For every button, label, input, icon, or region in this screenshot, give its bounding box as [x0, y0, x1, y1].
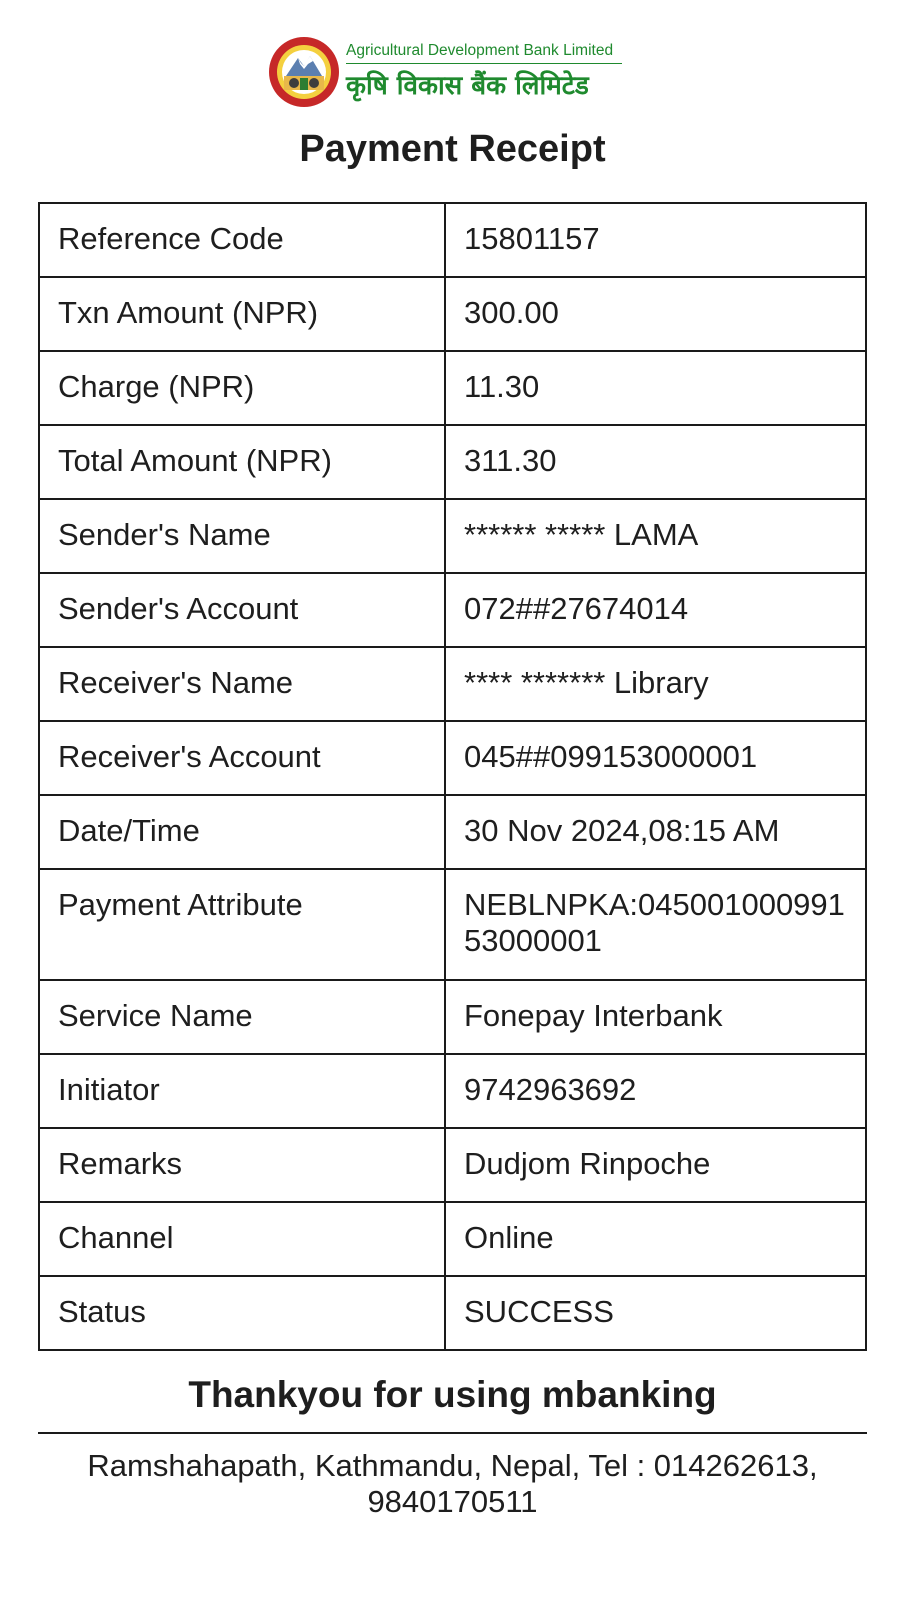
row-value: ****** ***** LAMA — [445, 499, 866, 573]
row-label: Service Name — [39, 980, 445, 1054]
row-value: SUCCESS — [445, 1276, 866, 1350]
table-row — [39, 869, 866, 980]
row-label: Receiver's Account — [39, 721, 445, 795]
bank-logo — [268, 36, 628, 110]
row-label: Receiver's Name — [39, 647, 445, 721]
row-value: 311.30 — [445, 425, 866, 499]
row-label: Payment Attribute — [39, 869, 445, 980]
row-label: Sender's Name — [39, 499, 445, 573]
row-value: 9742963692 — [445, 1054, 866, 1128]
row-value: 072##27674014 — [445, 573, 866, 647]
row-label: Reference Code — [39, 203, 445, 277]
row-label: Charge (NPR) — [39, 351, 445, 425]
table-row — [39, 573, 866, 647]
table-row — [39, 1202, 866, 1276]
row-value: Fonepay Interbank — [445, 980, 866, 1054]
row-label: Total Amount (NPR) — [39, 425, 445, 499]
bank-address: Ramshahapath, Kathmandu, Nepal, Tel : 014262613, 9840170511 — [87, 1448, 818, 1519]
table-row — [39, 1054, 866, 1128]
footer-divider — [38, 1432, 867, 1434]
table-row — [39, 980, 866, 1054]
bank-name-divider — [346, 63, 622, 64]
bank-name-english: Agricultural Development Bank Limited — [346, 42, 614, 59]
row-value: 15801157 — [445, 203, 866, 277]
table-row — [39, 499, 866, 573]
page-title: Payment Receipt — [299, 128, 606, 170]
bank-seal-icon — [268, 36, 340, 108]
row-value: Dudjom Rinpoche — [445, 1128, 866, 1202]
table-row — [39, 795, 866, 869]
row-label: Status — [39, 1276, 445, 1350]
row-label: Date/Time — [39, 795, 445, 869]
table-row — [39, 1276, 866, 1350]
row-label: Sender's Account — [39, 573, 445, 647]
row-value: NEBLNPKA:04500100099153000001 — [445, 869, 866, 980]
row-label: Channel — [39, 1202, 445, 1276]
row-value: 30 Nov 2024,08:15 AM — [445, 795, 866, 869]
row-value: 11.30 — [445, 351, 866, 425]
row-value: 045##099153000001 — [445, 721, 866, 795]
table-row — [39, 277, 866, 351]
receipt-table — [38, 202, 867, 1351]
row-label: Remarks — [39, 1128, 445, 1202]
table-row — [39, 425, 866, 499]
table-row — [39, 1128, 866, 1202]
table-row — [39, 351, 866, 425]
row-value: Online — [445, 1202, 866, 1276]
table-row — [39, 647, 866, 721]
row-label: Txn Amount (NPR) — [39, 277, 445, 351]
row-label: Initiator — [39, 1054, 445, 1128]
row-value: **** ******* Library — [445, 647, 866, 721]
table-row — [39, 203, 866, 277]
thanks-message: Thankyou for using mbanking — [188, 1374, 717, 1415]
row-value: 300.00 — [445, 277, 866, 351]
bank-name-nepali: कृषि विकास बैंक लिमिटेड — [346, 71, 589, 101]
table-row — [39, 721, 866, 795]
